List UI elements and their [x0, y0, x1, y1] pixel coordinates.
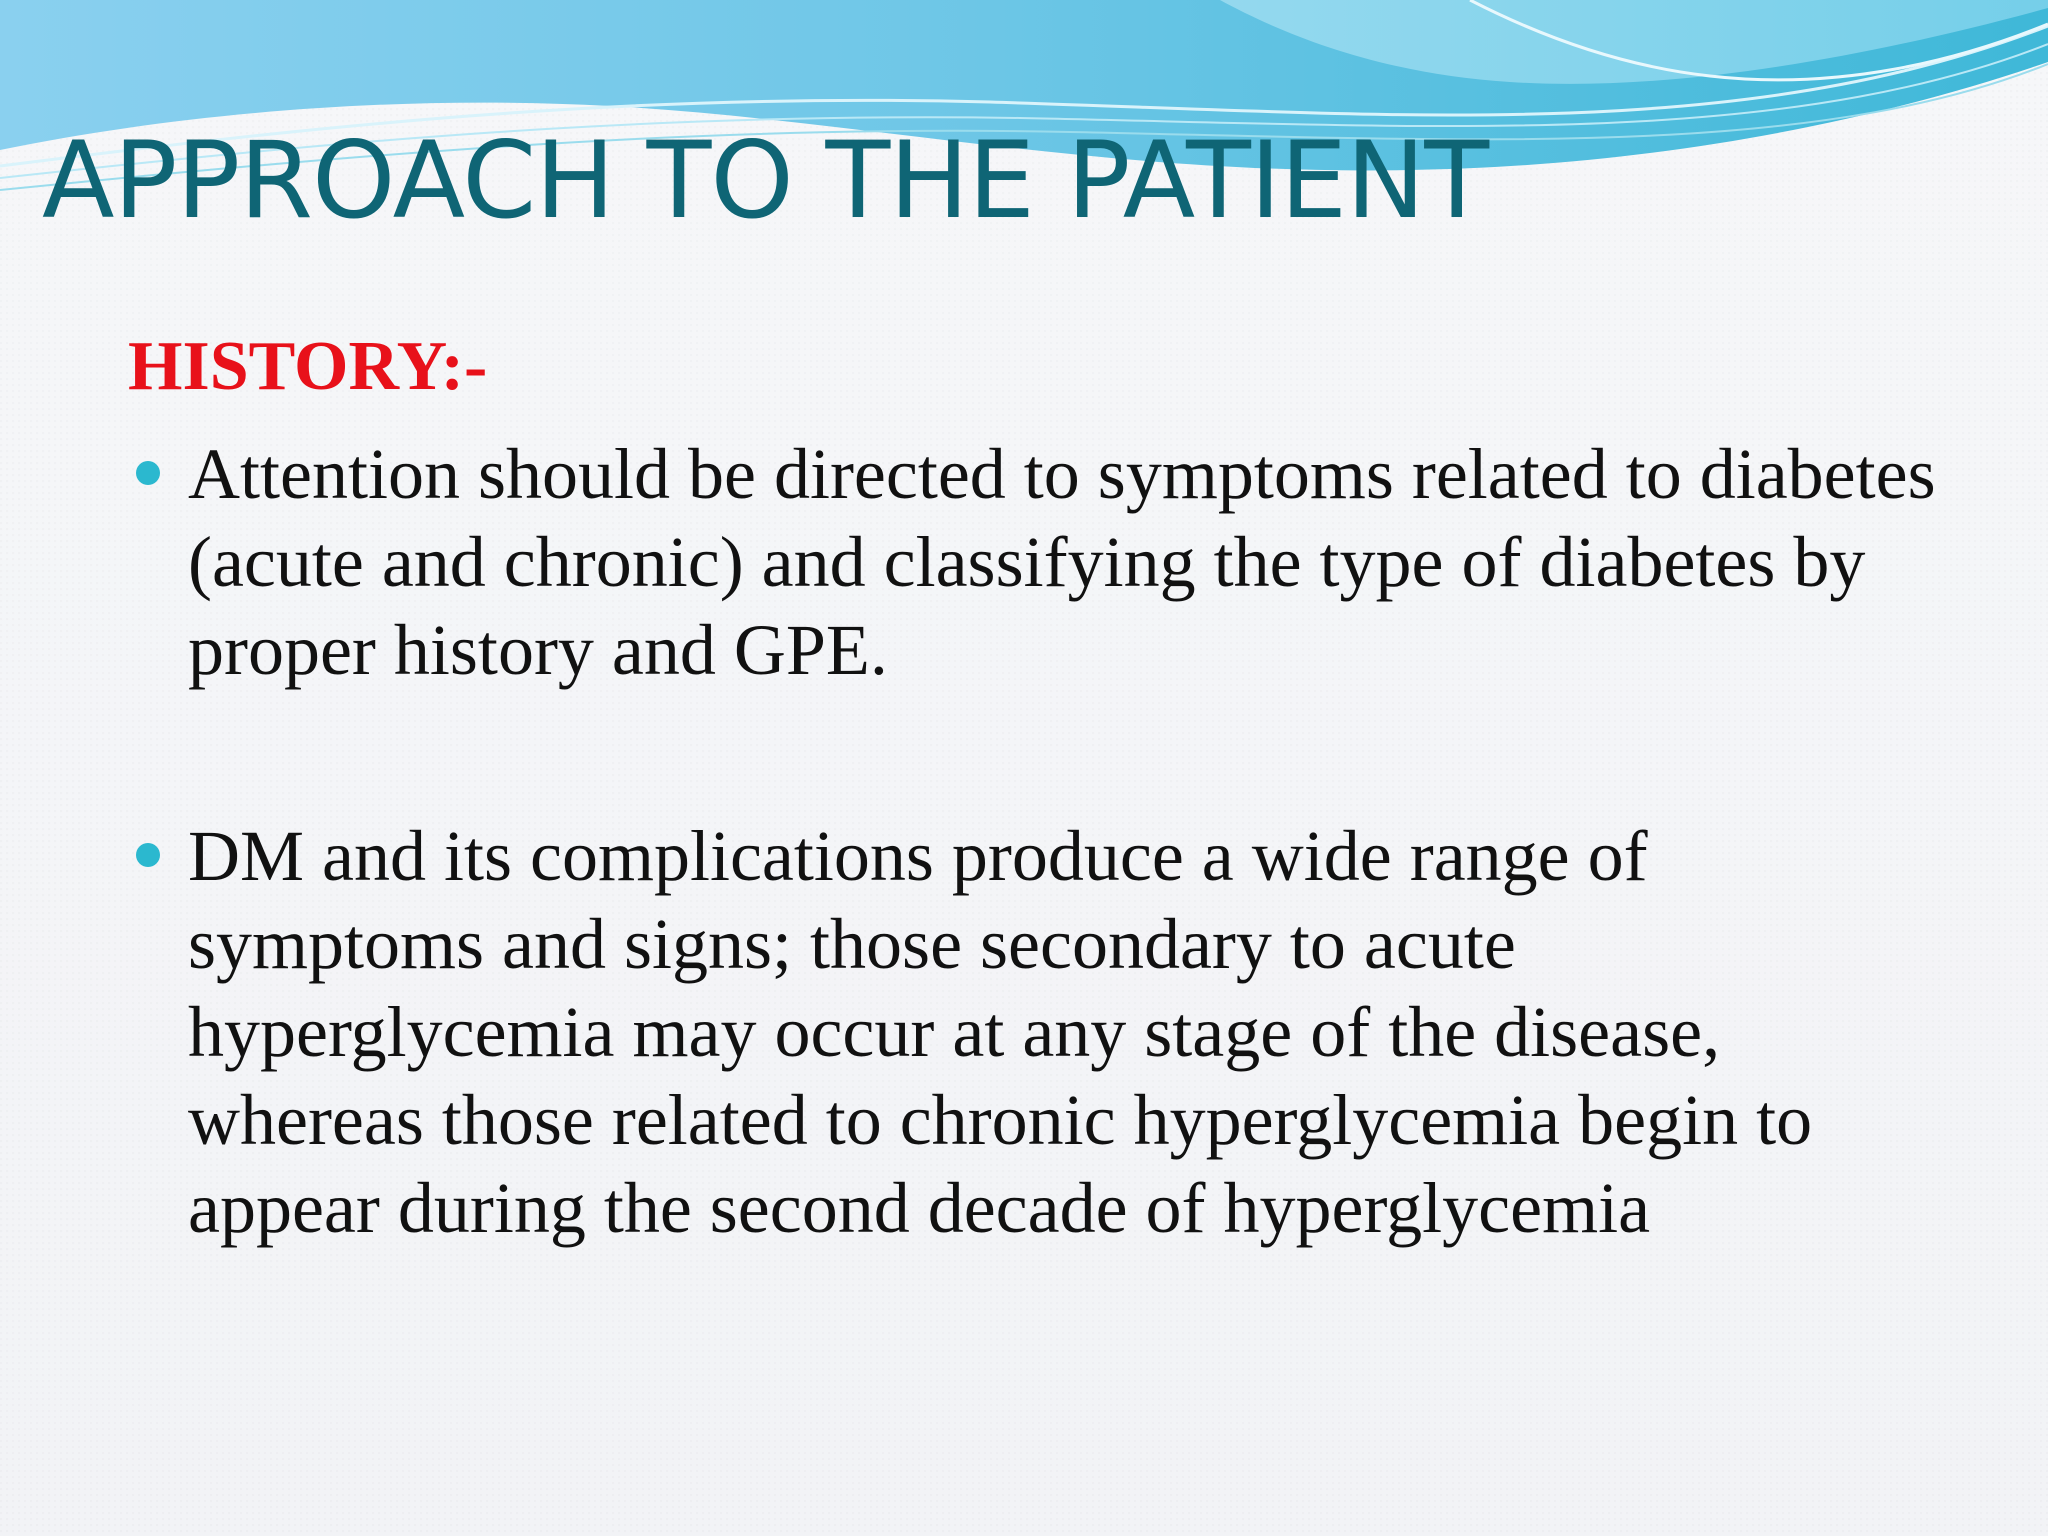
circle-bullet-icon	[136, 843, 160, 867]
slide-content	[128, 330, 1958, 1252]
bullet-item-2	[128, 812, 1958, 1252]
bullet-text: Attention should be directed to symptoms related to diabetes (acute and chronic) and classifying the type of diabetes by proper history and GPE.	[188, 433, 1936, 690]
circle-bullet-icon	[136, 461, 160, 485]
slide-title: APPROACH TO THE PATIENT	[42, 119, 1489, 242]
bullet-list	[128, 430, 1958, 1252]
bullet-text: DM and its complications produce a wide range of symptoms and signs; those secondary to acute hyperglycemia may occur at any stage of the disease, whereas those related to chronic hyperglycemia begin to appear during the second decade of hyperglycemia	[188, 815, 1813, 1248]
history-heading: HISTORY:-	[128, 328, 488, 405]
bullet-item-1	[128, 430, 1958, 694]
